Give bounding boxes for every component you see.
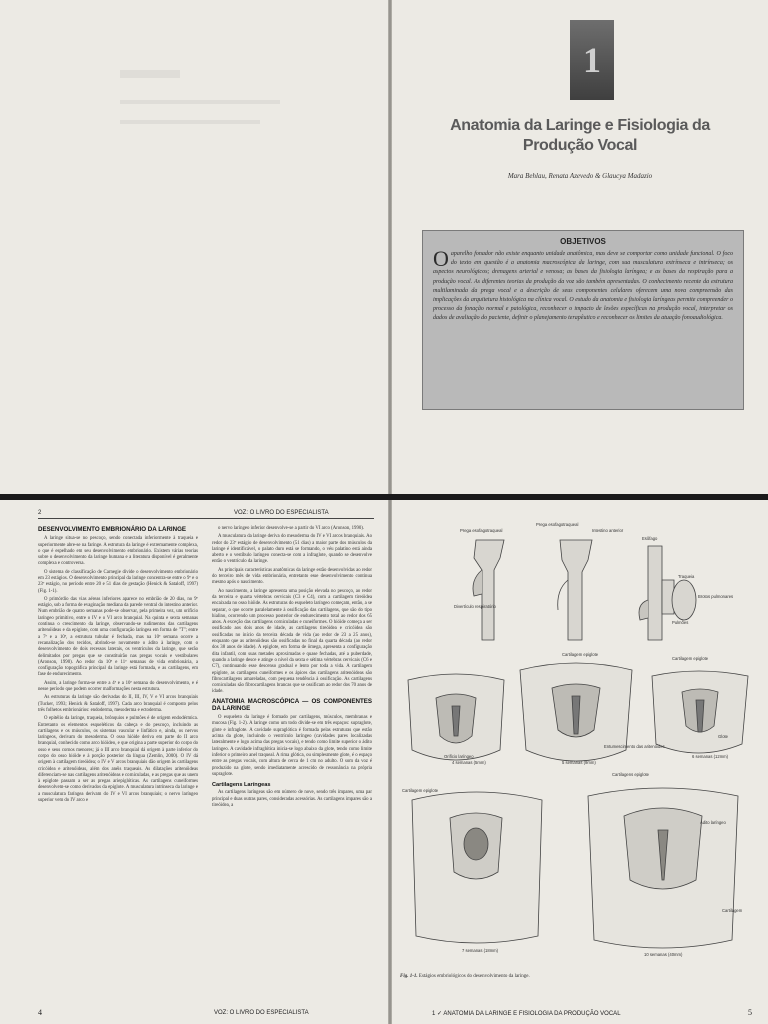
- section-title-anatomy: ANATOMIA MACROSCÓPICA — OS COMPONENTES DA LARINGE: [212, 697, 372, 712]
- chapter-title: [398, 116, 762, 156]
- paragraph: As cartilagens laríngeas são em número de nove, sendo três ímpares, uma par principal e duas outras pares, consideradas acessórias. As cartilagens ímpares são a tireóidea, a: [212, 790, 372, 808]
- paragraph: Ao nascimento, a laringe apresenta uma posição elevada no pescoço, ao redor da terceira e quarta vértebras cervicais (C3 e C4), com a cartilagem tireóidea encaixada no osso hióide. As estruturas do esqueleto laríngeo começam, então, a se separar, o que ocorre paralelamente à ossificação das cartilagens, que são do tipo hialino, ocorrendo um processo posterior de endurecimento total ao redor dos 65 anos. A exceção das cartilagens corniculadas e cuneiformes. O hióide começa a ser ossificado aos dois anos de idade, as cartilagens tireóidea e cricóidea são ossificadas no início da terceira década de vida (ao redor de 23 a 25 anos), enquanto que as aritenóideas são ossificadas no final da quarta década (ao redor dos 38 anos de idade). A epiglote, em forma de ômega, apresenta a configuração dita infantil, com suas metades aproximadas e quase fechadas, até a puberdade, quando a laringe desce e atinge o nível da sexta e sétima vértebras cervicais (C6 e C7), continuando esse descenso gradual e lento por toda a vida. A cartilagem epiglote, as cartilagens cuneiformes e os ápices das cartilagens aritenóideas são fibrocartilagens amareladas, com pequena tendência à ossificação. As cartilagens corniculadas são fibrocartilagens brancas que se ossificam ao redor dos 70 anos de idade.: [212, 588, 372, 695]
- chapter-opening-page: [392, 0, 768, 494]
- label-glote: Glote: [718, 734, 729, 739]
- paragraph: A laringe situa-se no pescoço, sendo conectada inferiormente à traqueia e superiormente abre-se na faringe. A estrutura da laringe é extremamente complexa, o que é espelhado em seu desenvolvimento embrionário. Existem várias teorias sobre o desenvolvimento da laringe humana e a literatura disponível é geralmente complexa e controversa.: [38, 536, 198, 567]
- paragraph: O esqueleto da laringe é formado por cartilagens, músculos, membranas e mucosa (Fig. 1-2). A laringe como um todo divide-se em três espaços: supraglote, glote e infraglote. A cavidade supraglótica é formada pelas estruturas que estão acima da glote, incluindo o ventrículo laríngeo (cavidades pares localizadas lateralmente e logo acima das pregas vocais), e tendo como limite superior o ádito laríngeo. A cavidade infraglótica inicia-se logo abaixo da glote, tendo como limite inferior o primeiro anel traqueal. A rima glótica, ou simplesmente glote, é o espaço entre as pregas vocais, com altura de cerca de 1 cm no adulto. O som da voz é produzido na glote, sendo imediatamente acrescido de ressonância na própria supraglote.: [212, 715, 372, 777]
- section-title-embryology: DESENVOLVIMENTO EMBRIONÁRIO DA LARINGE: [38, 526, 187, 533]
- footer-chapter-title: 1 ✓ ANATOMIA DA LARINGE E FISIOLOGIA DA PRODUÇÃO VOCAL: [432, 1011, 621, 1017]
- embryo-4-weeks: [408, 674, 504, 760]
- chapter-number: 1: [570, 20, 614, 100]
- bottom-spread: [0, 500, 768, 1024]
- label-esofago: Esôfago: [642, 536, 658, 541]
- objectives-heading: OBJETIVOS: [560, 237, 606, 246]
- embryo-7-weeks: [412, 792, 542, 943]
- label-orificio: Orifício laríngeo: [444, 754, 474, 759]
- paragraph: A musculatura da laringe deriva do mesoderma do IV e VI arcos branquiais. Ao redor do 23º estágio de desenvolvimento (51 dias) a maior parte dos músculos da laringe é identificável, o palato duro está se formando, o véu palatino está ainda aberto e o vestíbulo laríngeo conecta-se com a infraglote, quando se desenvolve então o ventrículo da laringe.: [212, 534, 372, 565]
- stage-tube-2: [558, 540, 592, 640]
- figure-caption-text: Estágios embriológicos do desenvolvimento da laringe.: [418, 974, 530, 979]
- text-column-2: [212, 526, 372, 811]
- objectives-body: aparelho fonador não existe enquanto unidade anatômica, mas deve se comportar como unidade funcional. O foco do texto em questão é a anatomia macroscópica da laringe, com sua musculatura extrínseca e intrínseca; os aspectos neurológicos; drenagens arterial e venosa; as bases da fisiologia laríngea; e as bases da respiração para a produção vocal. As diferentes teorias da produção da voz são também apresentadas. O conhecimento recente da estrutura multilaminada da prega vocal e a descrição de seus componentes celulares oferecem uma nova compreensão das implicações da arquitetura histológica na clínica vocal. O estudo da anatomia e fisiologia laríngeas permite compreender o processo da fonação normal e patológica, reconhecer o impacto de lesões específicas na produção vocal, interpretar os dados de avaliação do paciente, definir o planejamento terapêutico e reconhecer os limites da atuação fonoaudiológica.: [433, 251, 733, 322]
- paragraph: O epitélio da laringe, traqueia, brônquios e pulmões é de origem endodérmica. Entretanto os elementos esqueléticos da cabeça e do pescoço, incluindo as cartilagens e os músculos, os sistemas vascular e linfático e, ainda, os nervos laríngeos, derivam do mesoderma. O osso hióide deriva em parte do II arco branquial, conhecido como arco hióideo, e que origina a parte superior do corpo do osso e seus cornos menores; já o III arco branquial dá origem à parte inferior do corpo do osso hióide e à porção posterior da língua (Zemlin, 2000). O IV dá origem à cartilagem tireóidea; o IV e V arcos branquiais dão origem às cartilagens cricóidea e aritenóideas, além dos anéis traqueais. As dilatações aritenóideas diferenciam-se nas cartilagens aritenóideas e corniculadas, e as pregas que as unem à epiglote passam a ser as pregas ariepiglóticas. As cartilagens cuneiformes desenvolvem-se como derivados da epiglote. A musculatura intrínseca da laringe e a musculatura faríngea derivam do IV e VI arcos branquiais; o nervo laríngeo superior vem do IV arco e: [38, 716, 198, 804]
- label-divert: Divertículo respiratório: [454, 604, 496, 609]
- chapter-authors: Mara Behlau, Renata Azevedo & Glaucya Madazio: [507, 172, 653, 180]
- objectives-text: [433, 246, 733, 324]
- objectives-dropcap: O: [433, 246, 449, 271]
- header-rule: [38, 518, 374, 519]
- label-cart-epiglote-3: Cartilagem epiglote: [402, 788, 439, 793]
- label-cart-epiglote-1: Cartilagem epiglote: [562, 652, 599, 657]
- top-spread: [0, 0, 768, 494]
- embryology-figure: [392, 500, 768, 1024]
- running-head: VOZ: O LIVRO DO ESPECIALISTA: [234, 510, 329, 516]
- subsection-title-cartilages: Cartilagens Laríngeas: [212, 782, 271, 789]
- paragraph: o nervo laríngeo inferior desenvolve-se a partir do VI arco (Aronson, 1990).: [218, 526, 365, 531]
- label-entumescimento: Entumescimento das aritenóides: [604, 744, 665, 749]
- paragraph: As principais características anatômicas da laringe estão desenvolvidas ao redor do terceiro mês de vida embrionária, entretanto esse desenvolvimento continua mesmo após o nascimento.: [212, 567, 372, 586]
- label-5-semanas: 5 semanas (9mm): [562, 760, 596, 765]
- label-cartilagem: Cartilagem: [722, 908, 743, 913]
- page-number: 2: [38, 510, 42, 516]
- paragraph: O primórdio das vias aéreas inferiores aparece no embrião de 20 dias, no 9º estágio, sob a forma de evaginação mediana da parede ventral do intestino anterior. Num embrião de quatro semanas pode-se observar, pela primeira vez, um orifício laríngeo primitivo, entre o IV e o VI arco branquial. Na quinta e sexta semanas continua o crescimento da laringe, observando-se rudimentos das cartilagens aritenóideas e da epiglote, com uma configuração laríngea em forma de "T"; entre a 7ª e a 10ª, a estrutura tubular é fechada, mas na 10ª semana ocorre a recanalização dos tecidos, abrindo-se novamente o ádito à laringe, com o desenvolvimento de dois recessos laterais, os ventrículos da laringe, que serão delimitados por pregas que se constituirão nas pregas vocais e vestibulares (Aronson, 1990). Ao redor da 10ª e 11ª semanas de vida embrionária, a configuração topográfica principal da laringe está formada, e as cartilagens, em fase de endurecimento.: [38, 596, 198, 678]
- objectives-box: [422, 230, 744, 410]
- text-page: [0, 500, 388, 1024]
- label-adito: Ádito laríngeo: [700, 820, 726, 825]
- chapter-title-line1: Anatomia da Laringe e Fisiologia da: [450, 117, 710, 134]
- bleed-through-ghost: [110, 60, 290, 180]
- label-7-semanas: 7 semanas (18mm): [462, 948, 499, 953]
- footer-running-text: VOZ: O LIVRO DO ESPECIALISTA: [214, 1010, 309, 1016]
- figure-caption-label: Fig. 1-1.: [400, 974, 418, 979]
- stage-tube-1: [473, 540, 504, 640]
- label-prega-1: Prega esofagotraqueal: [460, 528, 503, 533]
- footer-page-number: 4: [38, 1008, 42, 1017]
- footer-page-number-right: 5: [748, 1008, 752, 1017]
- paragraph: O sistema de classificação de Carnegie divide o desenvolvimento embrionário em 23 estágios. O desenvolvimento principal da laringe concentra-se entre o 9º e o 23º estágio, no período entre 20 e 51 dias de gestação (Henick & Sataloff, 1997) (Fig. 1-1).: [38, 569, 198, 594]
- label-4-semanas: 4 semanas (5mm): [452, 760, 486, 765]
- paragraph: Assim, a laringe forma-se entre a 4ª e a 10ª semana do desenvolvimento, e é nesse período que podem ocorrer malformações nesta estrutura.: [38, 680, 198, 693]
- label-traqueia: Traqueia: [678, 574, 695, 579]
- figure-page: [392, 500, 768, 1024]
- label-10-semanas: 10 semanas (40mm): [644, 952, 683, 957]
- figure-caption: [400, 974, 530, 979]
- embryo-10-weeks: [588, 788, 738, 948]
- embryo-6-weeks: [652, 671, 748, 753]
- label-intestino: Intestino anterior: [592, 528, 624, 533]
- label-cart-epiglote-2: Cartilagem epiglote: [672, 656, 709, 661]
- blank-left-page: [0, 0, 388, 494]
- stage-lungs: [639, 546, 696, 640]
- label-cartilagens-epiglote: Cartilagens epiglote: [612, 772, 650, 777]
- text-column-1: [38, 526, 198, 806]
- label-brotos: Brotos pulmonares: [698, 594, 734, 599]
- label-6-semanas: 6 semanas (12mm): [692, 754, 729, 759]
- chapter-title-line2: Produção Vocal: [522, 137, 638, 154]
- label-pulmoes: Pulmões: [672, 620, 689, 625]
- paragraph: As estruturas da laringe são derivadas do II, III, IV, V e VI arcos branquiais (Tucker, 1993; Henick & Sataloff, 1997). Cada arco branquial é composto pelos três folhetos embrionários: endoderma, mesoderma e ectoderma.: [38, 695, 198, 713]
- label-prega-2: Prega esofagotraqueal: [536, 522, 579, 527]
